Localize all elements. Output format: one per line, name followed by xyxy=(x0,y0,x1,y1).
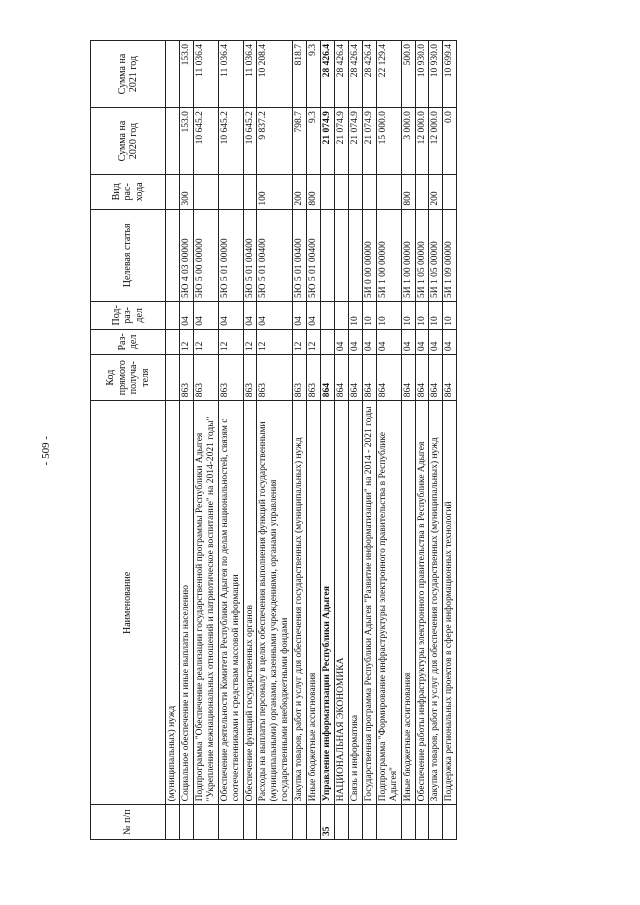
cell-num xyxy=(415,805,429,840)
cell-sum-2020: 21 074.9 xyxy=(348,108,362,175)
cell-podrazdel xyxy=(334,302,348,330)
table-row xyxy=(348,41,362,840)
table-row xyxy=(443,41,457,840)
cell-sum-2020: 21 074.9 xyxy=(321,108,335,175)
cell-podrazdel: 04 xyxy=(179,302,193,330)
cell-name: Поддержка региональных проектов в сфере информационных технологий xyxy=(443,401,457,805)
cell-num xyxy=(348,805,362,840)
cell-sum-2021: 11 036.4 xyxy=(218,41,243,108)
cell-sum-2021 xyxy=(166,41,180,108)
budget-table xyxy=(90,40,457,840)
cell-vid xyxy=(362,175,376,210)
cell-name: НАЦИОНАЛЬНАЯ ЭКОНОМИКА xyxy=(334,401,348,805)
cell-target: 5И 0 00 00000 xyxy=(362,209,376,301)
cell-name: Обеспечение функций государственных органов xyxy=(243,401,257,805)
cell-target xyxy=(166,209,180,301)
cell-sum-2021: 11 036.4 xyxy=(243,41,257,108)
cell-sum-2020: 10 645.2 xyxy=(193,108,218,175)
header-razdel: Раз-дел xyxy=(91,329,166,354)
cell-sum-2021: 28 426.4 xyxy=(321,41,335,108)
cell-sum-2020 xyxy=(166,108,180,175)
cell-sum-2020: 10 645.2 xyxy=(218,108,243,175)
page-number: - 509 - xyxy=(40,436,52,466)
table-row xyxy=(293,41,307,840)
cell-code: 863 xyxy=(257,355,293,401)
cell-podrazdel: 04 xyxy=(307,302,321,330)
table-row xyxy=(415,41,429,840)
cell-code: 864 xyxy=(376,355,401,401)
cell-podrazdel: 04 xyxy=(193,302,218,330)
cell-code: 863 xyxy=(193,355,218,401)
header-podrazdel: Под-раз-дел xyxy=(91,302,166,330)
table-row xyxy=(166,41,180,840)
cell-razdel: 12 xyxy=(193,329,218,354)
cell-podrazdel: 04 xyxy=(218,302,243,330)
cell-name: Подпрограмма "Обеспечение реализации государственной программы Республики Адыгея "Укрепление межнациональных отношений и патриотическое воспитание" на 2014-2021 годы" xyxy=(193,401,218,805)
cell-sum-2020: 12 000.0 xyxy=(429,108,443,175)
cell-sum-2020: 21 074.9 xyxy=(334,108,348,175)
cell-num xyxy=(243,805,257,840)
cell-podrazdel: 04 xyxy=(257,302,293,330)
cell-razdel xyxy=(166,329,180,354)
cell-vid xyxy=(193,175,218,210)
cell-name: Государственная программа Республики Адыгея "Развитие информатизации" на 2014 - 2021 годы xyxy=(362,401,376,805)
header-name: Наименование xyxy=(91,401,166,805)
cell-razdel: 12 xyxy=(257,329,293,354)
cell-target xyxy=(334,209,348,301)
cell-num xyxy=(307,805,321,840)
cell-name: Иные бюджетные ассигнования xyxy=(401,401,415,805)
cell-podrazdel xyxy=(321,302,335,330)
cell-razdel: 12 xyxy=(218,329,243,354)
cell-razdel: 04 xyxy=(429,329,443,354)
cell-vid: 800 xyxy=(307,175,321,210)
cell-podrazdel: 10 xyxy=(362,302,376,330)
cell-sum-2020: 21 074.9 xyxy=(362,108,376,175)
cell-code: 864 xyxy=(321,355,335,401)
cell-code: 864 xyxy=(443,355,457,401)
cell-sum-2020: 153.0 xyxy=(179,108,193,175)
cell-razdel: 04 xyxy=(334,329,348,354)
cell-sum-2020: 9 837.2 xyxy=(257,108,293,175)
table-row xyxy=(243,41,257,840)
table-row xyxy=(376,41,401,840)
cell-code: 863 xyxy=(293,355,307,401)
cell-num xyxy=(193,805,218,840)
cell-razdel: 04 xyxy=(443,329,457,354)
cell-target: 5Ю 5 01 00400 xyxy=(243,209,257,301)
header-target: Целевая статья xyxy=(91,209,166,301)
cell-code xyxy=(166,355,180,401)
cell-sum-2020: 12 000.0 xyxy=(415,108,429,175)
cell-razdel xyxy=(321,329,335,354)
cell-sum-2021: 28 426.4 xyxy=(348,41,362,108)
table-row xyxy=(179,41,193,840)
cell-target: 5Ю 5 01 00400 xyxy=(293,209,307,301)
cell-vid xyxy=(243,175,257,210)
cell-sum-2021: 10 699.4 xyxy=(443,41,457,108)
cell-vid: 800 xyxy=(401,175,415,210)
cell-num xyxy=(257,805,293,840)
cell-name: Иные бюджетные ассигнования xyxy=(307,401,321,805)
cell-vid xyxy=(348,175,362,210)
table-body xyxy=(166,41,457,840)
cell-name: Подпрограмма "Формирование инфраструктуры электронного правительства в Республике Адыгея" xyxy=(376,401,401,805)
cell-name: Связь и информатика xyxy=(348,401,362,805)
cell-sum-2020: 9.3 xyxy=(307,108,321,175)
cell-target: 5Ю 5 01 00000 xyxy=(218,209,243,301)
cell-razdel: 04 xyxy=(376,329,401,354)
cell-sum-2021: 11 036.4 xyxy=(193,41,218,108)
header-num: № п/п xyxy=(91,805,166,840)
cell-razdel: 12 xyxy=(243,329,257,354)
cell-code: 863 xyxy=(218,355,243,401)
cell-num xyxy=(362,805,376,840)
table-header-row xyxy=(91,41,166,840)
cell-sum-2021: 818.7 xyxy=(293,41,307,108)
cell-razdel: 04 xyxy=(362,329,376,354)
cell-name: (муниципальных) нужд xyxy=(166,401,180,805)
table-row xyxy=(193,41,218,840)
cell-name: Обеспечение работы инфраструктуры электронного правительства в Республике Адыгея xyxy=(415,401,429,805)
cell-num xyxy=(376,805,401,840)
cell-num: 35 xyxy=(321,805,335,840)
cell-sum-2021: 10 930.0 xyxy=(415,41,429,108)
cell-target xyxy=(348,209,362,301)
table-row xyxy=(401,41,415,840)
cell-vid: 200 xyxy=(429,175,443,210)
cell-code: 864 xyxy=(429,355,443,401)
cell-razdel: 12 xyxy=(179,329,193,354)
cell-sum-2021: 10 930.0 xyxy=(429,41,443,108)
cell-target: 5И 1 05 00000 xyxy=(415,209,429,301)
table-row xyxy=(307,41,321,840)
cell-sum-2021: 10 208.4 xyxy=(257,41,293,108)
cell-name: Закупка товаров, работ и услуг для обеспечения государственных (муниципальных) нужд xyxy=(293,401,307,805)
cell-sum-2021: 28 426.4 xyxy=(362,41,376,108)
cell-target: 5Ю 5 00 00000 xyxy=(193,209,218,301)
rotated-table-wrapper xyxy=(90,40,605,840)
cell-vid: 100 xyxy=(257,175,293,210)
cell-num xyxy=(166,805,180,840)
cell-sum-2020: 10 645.2 xyxy=(243,108,257,175)
cell-podrazdel xyxy=(166,302,180,330)
cell-podrazdel: 10 xyxy=(443,302,457,330)
cell-num xyxy=(334,805,348,840)
cell-sum-2021: 153.0 xyxy=(179,41,193,108)
cell-podrazdel: 04 xyxy=(293,302,307,330)
cell-podrazdel: 04 xyxy=(243,302,257,330)
cell-code: 864 xyxy=(362,355,376,401)
cell-code: 864 xyxy=(415,355,429,401)
header-sum-2021: Сумма на 2021 год xyxy=(91,41,166,108)
cell-razdel: 12 xyxy=(293,329,307,354)
cell-code: 863 xyxy=(243,355,257,401)
cell-name: Обеспечение деятельности Комитета Республики Адыгея по делам национальностей, связям с соотечественниками и средствам массовой информации xyxy=(218,401,243,805)
cell-razdel: 04 xyxy=(401,329,415,354)
cell-podrazdel: 10 xyxy=(415,302,429,330)
cell-sum-2020: 15 000.0 xyxy=(376,108,401,175)
cell-vid xyxy=(334,175,348,210)
cell-vid xyxy=(376,175,401,210)
cell-num xyxy=(401,805,415,840)
cell-vid xyxy=(218,175,243,210)
cell-vid xyxy=(443,175,457,210)
cell-code: 864 xyxy=(401,355,415,401)
table-row xyxy=(257,41,293,840)
cell-vid: 300 xyxy=(179,175,193,210)
cell-razdel: 04 xyxy=(415,329,429,354)
cell-vid xyxy=(166,175,180,210)
cell-num xyxy=(218,805,243,840)
header-sum-2020: Сумма на 2020 год xyxy=(91,108,166,175)
cell-num xyxy=(179,805,193,840)
cell-target xyxy=(321,209,335,301)
cell-code: 864 xyxy=(334,355,348,401)
cell-name: Расходы на выплаты персоналу в целях обеспечения выполнения функций государственными (муниципальными) органами, казенными учреждениями, органами управления государственными внебюджетными фондами xyxy=(257,401,293,805)
cell-name: Управление информатизации Республики Адыгея xyxy=(321,401,335,805)
cell-podrazdel: 10 xyxy=(401,302,415,330)
cell-sum-2021: 28 426.4 xyxy=(334,41,348,108)
cell-sum-2021: 9.3 xyxy=(307,41,321,108)
cell-name: Закупка товаров, работ и услуг для обеспечения государственных (муниципальных) нужд xyxy=(429,401,443,805)
table-row xyxy=(321,41,335,840)
cell-num xyxy=(293,805,307,840)
table-row xyxy=(334,41,348,840)
cell-code: 863 xyxy=(307,355,321,401)
cell-vid xyxy=(321,175,335,210)
cell-razdel: 04 xyxy=(348,329,362,354)
cell-podrazdel: 10 xyxy=(429,302,443,330)
table-row xyxy=(429,41,443,840)
cell-vid xyxy=(415,175,429,210)
cell-code: 864 xyxy=(348,355,362,401)
cell-num xyxy=(429,805,443,840)
cell-podrazdel: 10 xyxy=(348,302,362,330)
cell-sum-2020: 798.7 xyxy=(293,108,307,175)
table-row xyxy=(362,41,376,840)
cell-sum-2020: 3 000.0 xyxy=(401,108,415,175)
cell-target: 5Ю 4 03 00000 xyxy=(179,209,193,301)
cell-sum-2021: 500.0 xyxy=(401,41,415,108)
cell-name: Социальное обеспечение и иные выплаты населению xyxy=(179,401,193,805)
cell-num xyxy=(443,805,457,840)
header-code: Код прямого получа-теля xyxy=(91,355,166,401)
cell-target: 5И 1 09 00000 xyxy=(443,209,457,301)
cell-target: 5Ю 5 01 00400 xyxy=(257,209,293,301)
cell-razdel: 12 xyxy=(307,329,321,354)
table-row xyxy=(218,41,243,840)
cell-vid: 200 xyxy=(293,175,307,210)
cell-target: 5И 1 00 00000 xyxy=(376,209,401,301)
cell-target: 5И 1 00 00000 xyxy=(401,209,415,301)
cell-target: 5Ю 5 01 00400 xyxy=(307,209,321,301)
cell-target: 5И 1 05 00000 xyxy=(429,209,443,301)
cell-code: 863 xyxy=(179,355,193,401)
cell-podrazdel: 10 xyxy=(376,302,401,330)
cell-sum-2021: 22 129.4 xyxy=(376,41,401,108)
header-vid: Вид рас-хода xyxy=(91,175,166,210)
cell-sum-2020: 0.0 xyxy=(443,108,457,175)
